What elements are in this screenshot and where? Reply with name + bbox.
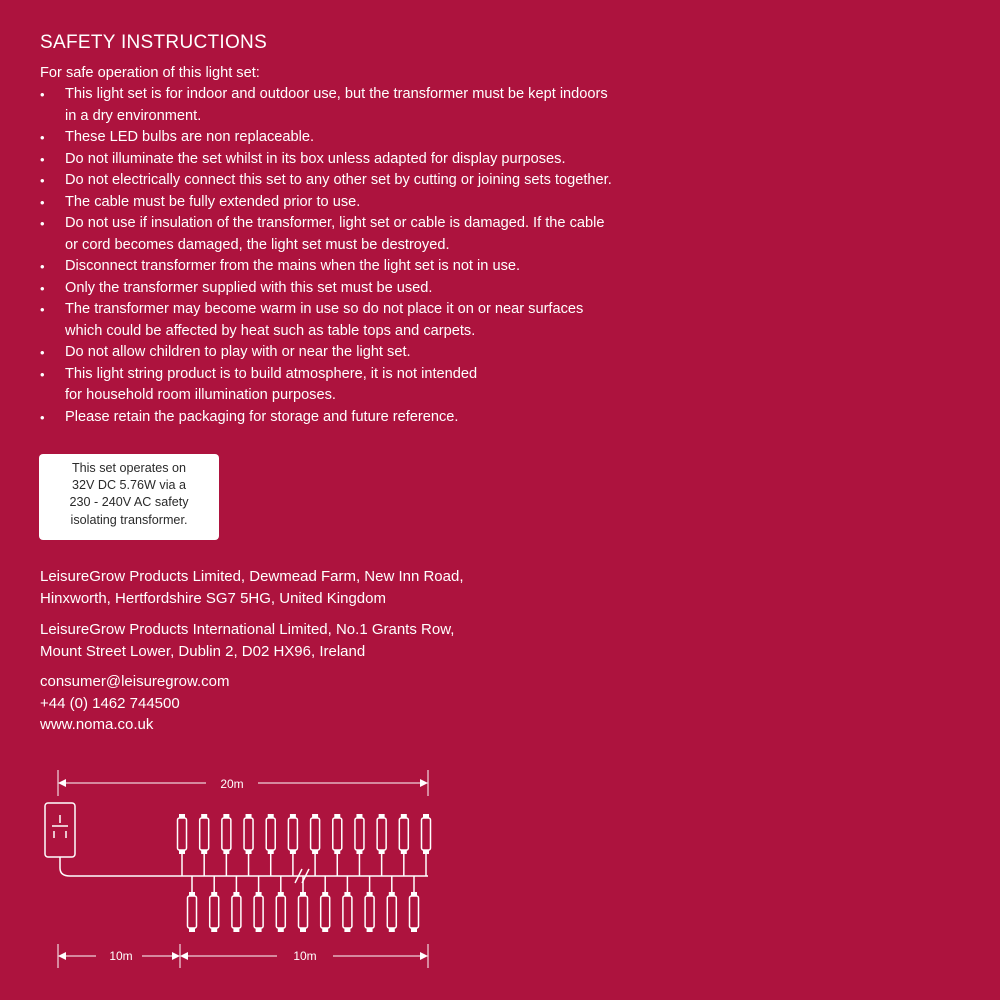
bulb-icon [311,814,320,876]
page-title: SAFETY INSTRUCTIONS [40,32,268,53]
bulb-icon [178,814,187,876]
safety-line: This light string product is to build atmosphere, it is not intended [65,365,478,382]
upper-bulb-row [178,814,431,876]
safety-line: Do not illuminate the set whilst in its box unless adapted for display purposes. [65,150,566,167]
bulb-icon [222,814,231,876]
safety-line: Disconnect transformer from the mains when the light set is not in use. [65,258,521,274]
bulb-icon [244,814,253,876]
total-length-dimension [58,770,428,796]
bulb-icon [410,876,419,932]
bulb-icon [365,876,374,932]
address-line: LeisureGrow Products Limited, Dewmead Farm, New Inn Road, [40,568,464,585]
address-line: Mount Street Lower, Dublin 2, D02 HX96, Ireland [40,642,366,660]
bulb-icon [232,876,241,932]
safety-line: Do not electrically connect this set to any other set by cutting or joining sets together. [65,172,612,188]
safety-line: Please retain the packaging for storage and future reference. [65,408,459,425]
total-length-label: 20m [220,777,244,791]
bulb-icon [387,876,396,932]
address-line: LeisureGrow Products International Limited, No.1 Grants Row, [40,621,455,638]
bulb-icon [266,814,275,876]
phone-number: +44 (0) 1462 744500 [40,694,180,712]
lit-length-dimension [180,944,428,968]
power-info-line: 32V DC 5.76W via a [71,478,187,493]
bulb-icon [333,814,342,876]
lead-cable [60,857,180,876]
bulb-icon [343,876,352,932]
website-link[interactable]: www.noma.co.uk [40,716,154,733]
power-info-line: This set operates on [71,461,187,475]
bulb-icon [355,814,364,876]
bulb-icon [377,814,386,876]
lead-length-dimension [58,944,179,968]
bulb-icon [299,876,308,932]
bulb-icon [422,814,431,876]
bulb-icon [200,814,209,876]
transformer-icon [45,803,75,857]
power-info-line: isolating transformer. [70,512,188,527]
safety-line: The transformer may become warm in use so do not place it on or near surfaces [65,301,584,317]
bulb-icon [288,814,297,876]
safety-line: Only the transformer supplied with this set must be used. [65,279,433,296]
bulb-icon [321,876,330,932]
safety-line: Do not use if insulation of the transformer, light set or cable is damaged. If the cable [65,215,605,231]
safety-line: or cord becomes damaged, the light set must be destroyed. [65,236,450,253]
lit-length-label: 10m [293,949,317,963]
lead-length-label: 10m [109,949,133,963]
bulb-icon [276,876,285,932]
intro-text: For safe operation of this light set: [40,65,260,81]
safety-line: for household room illumination purposes. [65,387,336,403]
lower-bulb-row [188,876,419,932]
bulb-icon [254,876,263,932]
address-line: Hinxworth, Hertfordshire SG7 5HG, United Kingdom [40,589,386,607]
safety-line: Do not allow children to play with or near the light set. [65,344,411,360]
safety-line: The cable must be fully extended prior to use. [65,193,361,210]
bulb-icon [188,876,197,932]
bulb-icon [210,876,219,932]
safety-line: which could be affected by heat such as table tops and carpets. [65,322,476,339]
safety-line: These LED bulbs are non replaceable. [65,129,315,145]
safety-line: in a dry environment. [65,107,202,124]
email-link[interactable]: consumer@leisuregrow.com [40,673,230,690]
power-info-line: 230 - 240V AC safety [69,495,189,510]
safety-line: This light set is for indoor and outdoor use, but the transformer must be kept indoors [65,86,608,102]
bulb-icon [399,814,408,876]
